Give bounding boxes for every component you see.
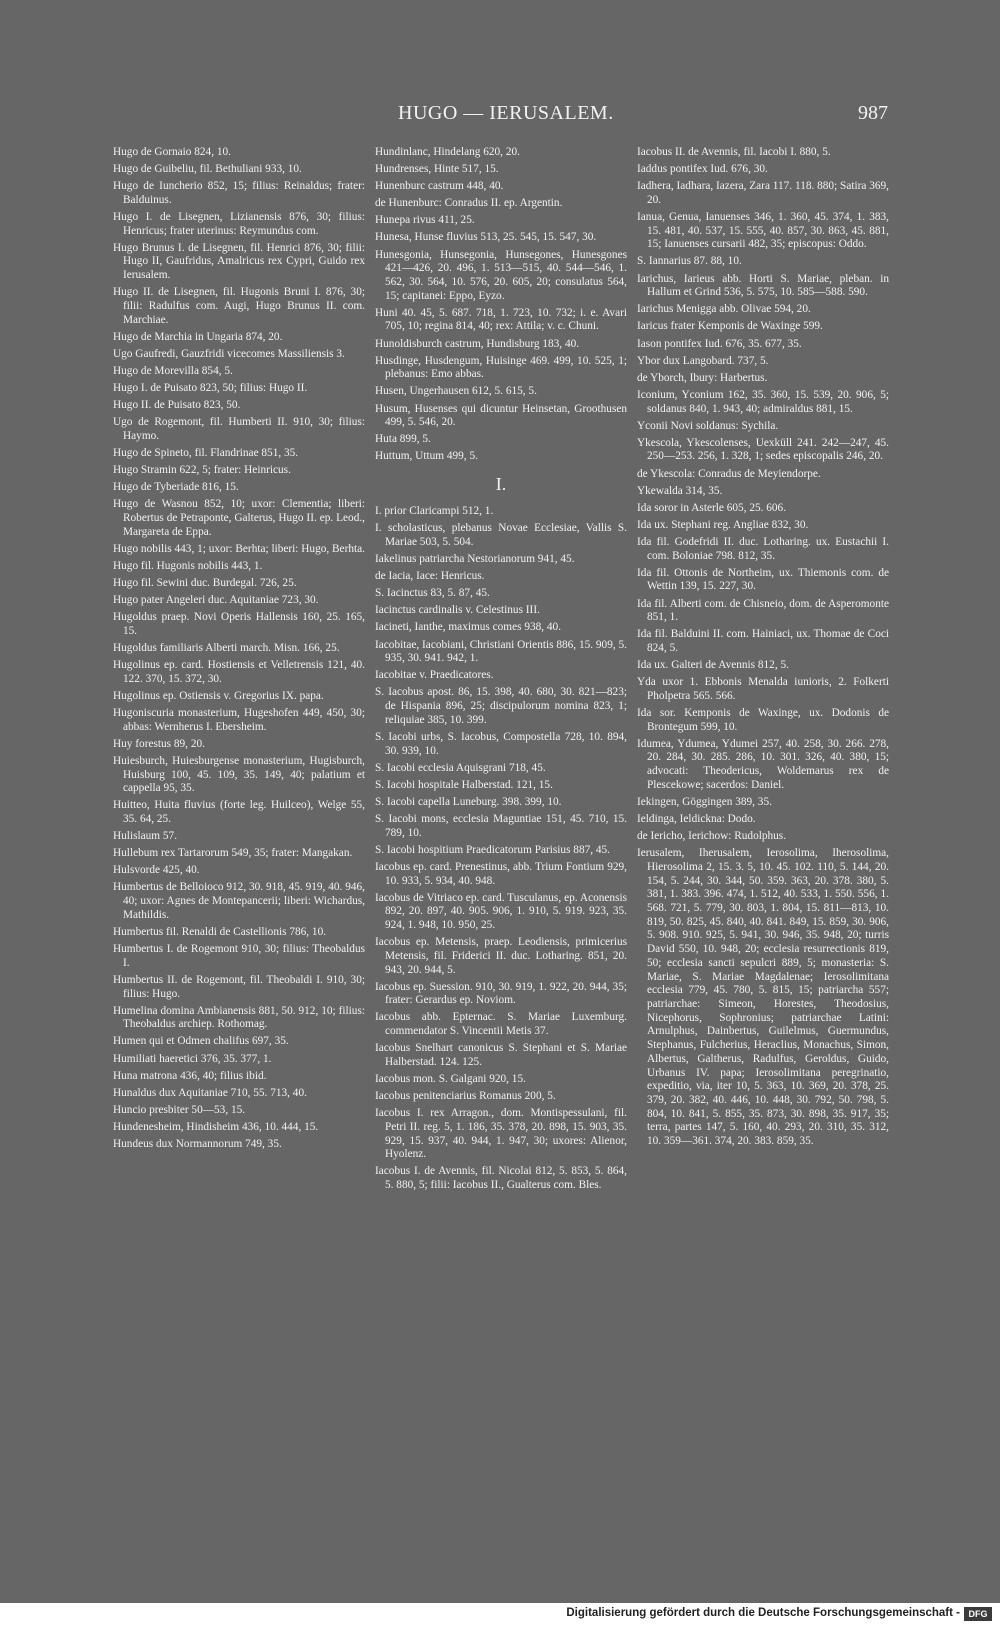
index-entry: Ierusalem, Iherusalem, Ierosolima, Iherosolima, Hierosolima 2, 15. 3. 5, 10. 45. 102. 110, 5. 144, 20. 154, 5. 244, 30. 344, 50. 359. 363, 20. 378. 380, 5. 381, 1. 383. 396. 474, 1. 512, 40. 533, 1. 550. 556, 1. 568. 721, 5. 779, 30. 803, 1. 804, 15. 811—813, 10. 819, 50. 825, 45. 840, 40. 841. 849, 15. 859, 30. 906, 5. 908. 910. 925, 5. 941, 30. 946, 35. 948, 20; turris David 550, 10. 948, 20; ecclesia resurrectionis 819, 50; ecclesia sancti sepulcri 889, 5; monasteria: S. Mariae, S. Mariae Magdalenae; Ierosolimitana ecclesia 779, 45. 780, 5. 815, 15; patriarcha 557; patriarchae: Simeon, Horestes, Theodosius, Nicephorus, Sophronius; patriarchae Latini: Arnulphus, Dainbertus, Guilelmus, Guermundus, Stephanus, Fulcherius, Heraclius, Monachus, Simon, Albertus, Galtherus, Radulfus, Geroldus, Guido, Urbanus IV. papa; Ierosolimitana peregrinatio, expeditio, via, iter 10, 5. 363, 10. 369, 20. 378, 25. 379, 20. 382, 40. 446, 10. 448, 30. 792, 50. 798, 5. 804, 10. 841, 5. 855, 35. 873, 30. 898, 35. 917, 35; terra, partes 147, 5. 160, 40. 293, 20. 310, 35. 312, 10. 359—361. 374, 20. 383. 859, 35. <box>637 847 889 1148</box>
index-entry: Huni 40. 45, 5. 687. 718, 1. 723, 10. 732; i. e. Avari 705, 10; regina 814, 40; rex: Attila; v. c. Chuni. <box>375 306 627 333</box>
index-entry: Yconii Novi soldanus: Sychila. <box>637 419 779 432</box>
index-entry: Hugo de Gornaio 824, 10. <box>113 146 231 158</box>
index-entry: Hugo I. de Puisato 823, 50; filius: Hugo II. <box>113 382 308 395</box>
index-entry: Husdinge, Husdengum, Huisinge 469. 499, 10. 525, 1; plebanus: Emo abbas. <box>375 354 627 381</box>
index-entry: Humbertus fil. Renaldi de Castellionis 786, 10. <box>113 925 327 938</box>
index-entry: Hugo nobilis 443, 1; uxor: Berhta; liberi: Hugo, Berhta. <box>113 542 365 555</box>
page-number: 987 <box>858 102 888 124</box>
index-column-right <box>637 146 889 1486</box>
index-entry: Ianua, Genua, Ianuenses 346, 1. 360, 45. 374, 1. 383, 15. 481, 40. 537, 15. 555, 40. 857, 30. 863, 45. 881, 15; Ianuenses cursarii 482, 35; episcopus: Oddo. <box>637 210 889 251</box>
index-entry: Iaddus pontifex Iud. 676, 30. <box>637 163 768 176</box>
index-entry: Humbertus I. de Rogemont 910, 30; filius: Theobaldus I. <box>113 943 365 969</box>
index-entry: Ida sor. Kemponis de Waxinge, ux. Dodonis de Brontegum 599, 10. <box>637 706 889 733</box>
index-entry: Iacobitae, Iacobiani, Christiani Orientis 886, 15. 909, 5. 935, 30. 941. 942, 1. <box>375 638 627 665</box>
index-entry: Huy forestus 89, 20. <box>113 737 205 750</box>
index-entry: Huna matrona 436, 40; filius ibid. <box>113 1069 267 1082</box>
section-letter-heading: I. <box>495 474 507 495</box>
index-entry: Humbertus II. de Rogemont, fil. Theobaldi I. 910, 30; filius: Hugo. <box>113 973 365 1000</box>
index-entry: Hugo II. de Puisato 823, 50. <box>113 399 241 412</box>
index-entry: Iason pontifex Iud. 676, 35. 677, 35. <box>637 337 802 350</box>
index-entry: I. scholasticus, plebanus Novae Ecclesiae, Vallis S. Mariae 503, 5. 504. <box>375 522 627 548</box>
index-entry: Hugoldus praep. Novi Operis Hallensis 160, 25. 165, 15. <box>113 611 365 637</box>
funding-credit: Digitalisierung gefördert durch die Deutsche Forschungsgemeinschaft - <box>566 1607 960 1619</box>
index-entry: S. Iacobi ecclesia Aquisgrani 718, 45. <box>375 761 546 774</box>
index-entry: Hunesgonia, Hunsegonia, Hunsegones, Hunesgones 421—426, 20. 496, 1. 513—515, 40. 544—546, 1. 562, 30. 564, 10. 576, 20. 605, 20; consulatus 564, 15; capitanei: Eppo, Eyzo. <box>375 248 627 302</box>
index-entry: de Ykescola: Conradus de Meyiendorpe. <box>637 467 821 480</box>
index-entry: Hunaldus dux Aquitaniae 710, 55. 713, 40. <box>113 1086 307 1099</box>
index-entry: Hugo de Morevilla 854, 5. <box>113 364 233 377</box>
index-entry: Iacobus I. de Avennis, fil. Nicolai 812, 5. 853, 5. 864, 5. 880, 5; filii: Iacobus II., Gualterus com. Bles. <box>375 1165 627 1192</box>
index-entry: Humelina domina Ambianensis 881, 50. 912, 10; filius: Theobaldus archiep. Rothomag. <box>113 1004 365 1031</box>
index-entry: Hullebum rex Tartarorum 549, 35; frater: Mangakan. <box>113 847 353 860</box>
index-entry: Ida fil. Alberti com. de Chisneio, dom. de Asperomonte 851, 1. <box>637 597 889 624</box>
index-entry: Yda uxor 1. Ebbonis Menalda iunioris, 2. Folkerti Pholpetra 565. 566. <box>637 676 889 702</box>
index-entry: Hugo I. de Lisegnen, Lizianensis 876, 30; filius: Henricus; frater uterinus: Reymundus com. <box>113 210 365 237</box>
index-entry: Iacobus Snelhart canonicus S. Stephani et S. Mariae Halberstad. 124. 125. <box>375 1042 627 1068</box>
index-entry: Husen, Ungerhausen 612, 5. 615, 5. <box>375 385 537 398</box>
index-entry: Hundrenses, Hinte 517, 15. <box>375 163 499 176</box>
index-entry: Hugo de Guibeliu, fil. Bethuliani 933, 10. <box>113 163 302 176</box>
index-entry: Humiliati haeretici 376, 35. 377, 1. <box>113 1052 272 1065</box>
index-entry: Iarichus Menigga abb. Olivae 594, 20. <box>637 303 811 316</box>
index-entry: Iakelinus patriarcha Nestorianorum 941, 45. <box>375 553 575 566</box>
index-entry: Hugo de Marchia in Ungaria 874, 20. <box>113 330 283 343</box>
index-entry: Hunesa, Hunse fluvius 513, 25. 545, 15. 547, 30. <box>375 231 597 244</box>
index-entry: de Iacia, Iace: Henricus. <box>375 570 485 583</box>
index-entry: Hugo de Tyberiade 816, 15. <box>113 481 239 494</box>
index-column-middle <box>375 146 627 1486</box>
index-entry: Iacobus penitenciarius Romanus 200, 5. <box>375 1090 556 1103</box>
index-columns <box>113 146 889 1486</box>
index-entry: Hugolinus ep. Ostiensis v. Gregorius IX. papa. <box>113 689 324 702</box>
index-entry: Hugoldus familiaris Alberti march. Misn. 166, 25. <box>113 642 340 654</box>
index-entry: Ida fil. Godefridi II. duc. Lotharing. ux. Eustachii I. com. Boloniae 798. 812, 35. <box>637 535 889 562</box>
index-entry: Hunoldisburch castrum, Hundisburg 183, 40. <box>375 337 580 350</box>
index-entry: Ugo Gaufredi, Gauzfridi vicecomes Massiliensis 3. <box>113 347 345 360</box>
index-entry: Hugo Brunus I. de Lisegnen, fil. Henrici 876, 30; filii: Hugo II, Gaufridus, Amalricus rex Cypri, Guido rex Ierusalem. <box>113 241 365 282</box>
index-entry: Iadhera, Iadhara, Iazera, Zara 117. 118. 880; Satira 369, 20. <box>637 180 889 206</box>
index-entry: Iacobitae v. Praedicatores. <box>375 669 494 682</box>
index-entry: Hugo pater Angeleri duc. Aquitaniae 723, 30. <box>113 594 319 607</box>
index-entry: Hugo de Spineto, fil. Flandrinae 851, 35. <box>113 447 299 460</box>
index-entry: Hugo de Wasnou 852, 10; uxor: Clementia; liberi: Robertus de Petraponte, Galterus, Hugo II. ep. Leod., Margareta de Eppa. <box>113 498 365 538</box>
index-entry: Hundeus dux Normannorum 749, 35. <box>113 1138 282 1150</box>
index-entry: Iacobus abb. Epternac. S. Mariae Luxemburg. commendator S. Vincentii Metis 37. <box>375 1011 627 1038</box>
index-entry: S. Iannarius 87. 88, 10. <box>637 255 742 268</box>
index-entry: I. prior Claricampi 512, 1. <box>375 505 494 518</box>
index-entry: Ida ux. Galteri de Avennis 812, 5. <box>637 659 789 672</box>
index-entry: Hulsvorde 425, 40. <box>113 864 200 877</box>
index-entry: Hundenesheim, Hindisheim 436, 10. 444, 15. <box>113 1120 319 1133</box>
index-entry: Huttum, Uttum 499, 5. <box>375 450 478 463</box>
index-entry: Hulislaum 57. <box>113 830 178 843</box>
index-entry: Hugo fil. Hugonis nobilis 443, 1. <box>113 559 263 572</box>
running-head: HUGO — IERUSALEM. <box>398 102 614 124</box>
index-entry: Hugo fil. Sewini duc. Burdegal. 726, 25. <box>113 577 297 590</box>
index-entry: Hugo II. de Lisegnen, fil. Hugonis Bruni I. 876, 30; filii: Radulfus com. Augi, Hugo Brunus II. com. Marchiae. <box>113 286 365 326</box>
index-entry: Iacobus ep. Metensis, praep. Leodiensis, primicerius Metensis, fil. Friderici II. duc. Lotharing. 851, 20. 943, 20. 944, 5. <box>375 936 627 976</box>
index-entry: Hundinlanc, Hindelang 620, 20. <box>375 146 520 158</box>
index-entry: Iarichus, Iarieus abb. Horti S. Mariae, pleban. in Hallum et Grind 536, 5. 575, 10. 585—588. 590. <box>637 272 889 299</box>
index-entry: de Hunenburc: Conradus II. ep. Argentin. <box>375 197 563 210</box>
index-entry: Huncio presbiter 50—53, 15. <box>113 1103 246 1116</box>
dfg-logo: DFG <box>964 1607 992 1621</box>
index-entry: Husum, Husenses qui dicuntur Heinsetan, Groothusen 499, 5. 546, 20. <box>375 402 627 429</box>
index-entry: S. Iacinctus 83, 5. 87, 45. <box>375 587 490 600</box>
footer-bar <box>0 1603 1000 1625</box>
index-entry: Iacinctus cardinalis v. Celestinus III. <box>375 604 540 617</box>
index-entry: S. Iacobi capella Luneburg. 398. 399, 10. <box>375 795 562 808</box>
index-entry: Ybor dux Langobard. 737, 5. <box>637 354 769 367</box>
index-entry: Iacobus ep. Suession. 910, 30. 919, 1. 922, 20. 944, 35; frater: Gerardus ep. Noviom. <box>375 980 627 1007</box>
index-entry: Hugoniscuria monasterium, Hugeshofen 449, 450, 30; abbas: Wernherus I. Ebersheim. <box>113 706 365 733</box>
index-entry: Iekingen, Göggingen 389, 35. <box>637 795 772 808</box>
index-column-left <box>113 146 365 1486</box>
index-entry: Ida fil. Ottonis de Northeim, ux. Thiemonis com. de Wettin 139, 15. 227, 30. <box>637 566 889 593</box>
index-entry: Iacobus mon. S. Galgani 920, 15. <box>375 1073 526 1086</box>
index-entry: Ida ux. Stephani reg. Angliae 832, 30. <box>637 518 809 531</box>
index-entry: S. Iacobi mons, ecclesia Maguntiae 151, 45. 710, 15. 789, 10. <box>375 812 627 839</box>
page-header <box>0 100 1000 130</box>
index-entry: Iconium, Yconium 162, 35. 360, 15. 539, 20. 906, 5; soldanus 840, 1. 943, 40; admiraldus 881, 15. <box>637 388 889 415</box>
index-entry: Ieldinga, Ieldickna: Dodo. <box>637 813 756 826</box>
index-entry: Ykewalda 314, 35. <box>637 484 723 497</box>
index-entry: Huta 899, 5. <box>375 433 431 446</box>
index-entry: de Yborch, Ibury: Harbertus. <box>637 371 768 384</box>
index-entry: Idumea, Ydumea, Ydumei 257, 40. 258, 30. 266. 278, 20. 284, 30. 285. 286, 10. 301. 326, 40. 380, 15; advocati: Theodericus, Woldemarus rex de Plescekowe; sacerdos: Daniel. <box>637 737 889 791</box>
index-entry: Huitteo, Huita fluvius (forte leg. Huilceo), Welge 55, 35. 64, 25. <box>113 799 365 826</box>
index-entry: Hunepa rivus 411, 25. <box>375 214 475 227</box>
index-entry: S. Iacobi hospitium Praedicatorum Parisius 887, 45. <box>375 843 611 856</box>
index-entry: S. Iacobi hospitale Halberstad. 121, 15. <box>375 778 553 791</box>
index-entry: S. Iacobus apost. 86, 15. 398, 40. 680, 30. 821—823; de Hispania 896, 25; discipulorum nomina 823, 1; reliquiae 385, 10. 399. <box>375 686 627 726</box>
index-entry: Hugo Stramin 622, 5; frater: Heinricus. <box>113 464 291 477</box>
index-entry: Ida fil. Balduini II. com. Hainiaci, ux. Thomae de Coci 824, 5. <box>637 628 889 654</box>
index-entry: Hunenburc castrum 448, 40. <box>375 180 504 193</box>
index-entry: Iacineti, Ianthe, maximus comes 938, 40. <box>375 621 562 634</box>
index-entry: Ykescola, Ykescolenses, Uexküll 241. 242—247, 45. 250—253. 256, 1. 328, 1; sedes episcopalis 246, 20. <box>637 436 889 463</box>
index-entry: Huiesburch, Huiesburgense monasterium, Hugisburch, Huisburg 100, 45. 109, 35. 149, 40; palatium et cappella 95, 35. <box>113 754 365 795</box>
index-entry: Iacobus ep. card. Prenestinus, abb. Trium Fontium 929, 10. 933, 5. 934, 40. 948. <box>375 860 627 887</box>
index-entry: Humbertus de Belloioco 912, 30. 918, 45. 919, 40. 946, 40; uxor: Agnes de Montepancerii; liberi: Wichardus, Mathildis. <box>113 881 365 921</box>
index-entry: Hugolinus ep. card. Hostiensis et Velletrensis 121, 40. 122. 370, 15. 372, 30. <box>113 659 365 685</box>
index-entry: Ugo de Rogemont, fil. Humberti II. 910, 30; filius: Haymo. <box>113 416 365 442</box>
index-entry: Hugo de Iuncherio 852, 15; filius: Reinaldus; frater: Balduinus. <box>113 180 365 206</box>
index-entry: S. Iacobi urbs, S. Iacobus, Compostella 728, 10. 894, 30. 939, 10. <box>375 730 627 757</box>
index-entry: Humen qui et Odmen chalifus 697, 35. <box>113 1035 289 1048</box>
index-entry: Ida soror in Asterle 605, 25. 606. <box>637 501 787 514</box>
index-entry: Iacobus de Vitriaco ep. card. Tusculanus, ep. Aconensis 892, 20. 897, 40. 905. 906, 1. 910, 5. 919. 923, 35. 924, 1. 948, 10. 950, 25. <box>375 891 627 932</box>
index-entry: de Iericho, Ierichow: Rudolphus. <box>637 830 787 843</box>
index-entry: Iacobus II. de Avennis, fil. Iacobi I. 880, 5. <box>637 146 831 158</box>
index-entry: Iacobus I. rex Arragon., dom. Montispessulani, fil. Petri II. reg. 5, 1. 186, 35. 378, 20. 898, 15. 903, 35. 929, 15. 937, 40. 944, 1. 947, 30; uxores: Alienor, Hyolenz. <box>375 1107 627 1161</box>
index-entry: Iaricus frater Kemponis de Waxinge 599. <box>637 320 823 333</box>
